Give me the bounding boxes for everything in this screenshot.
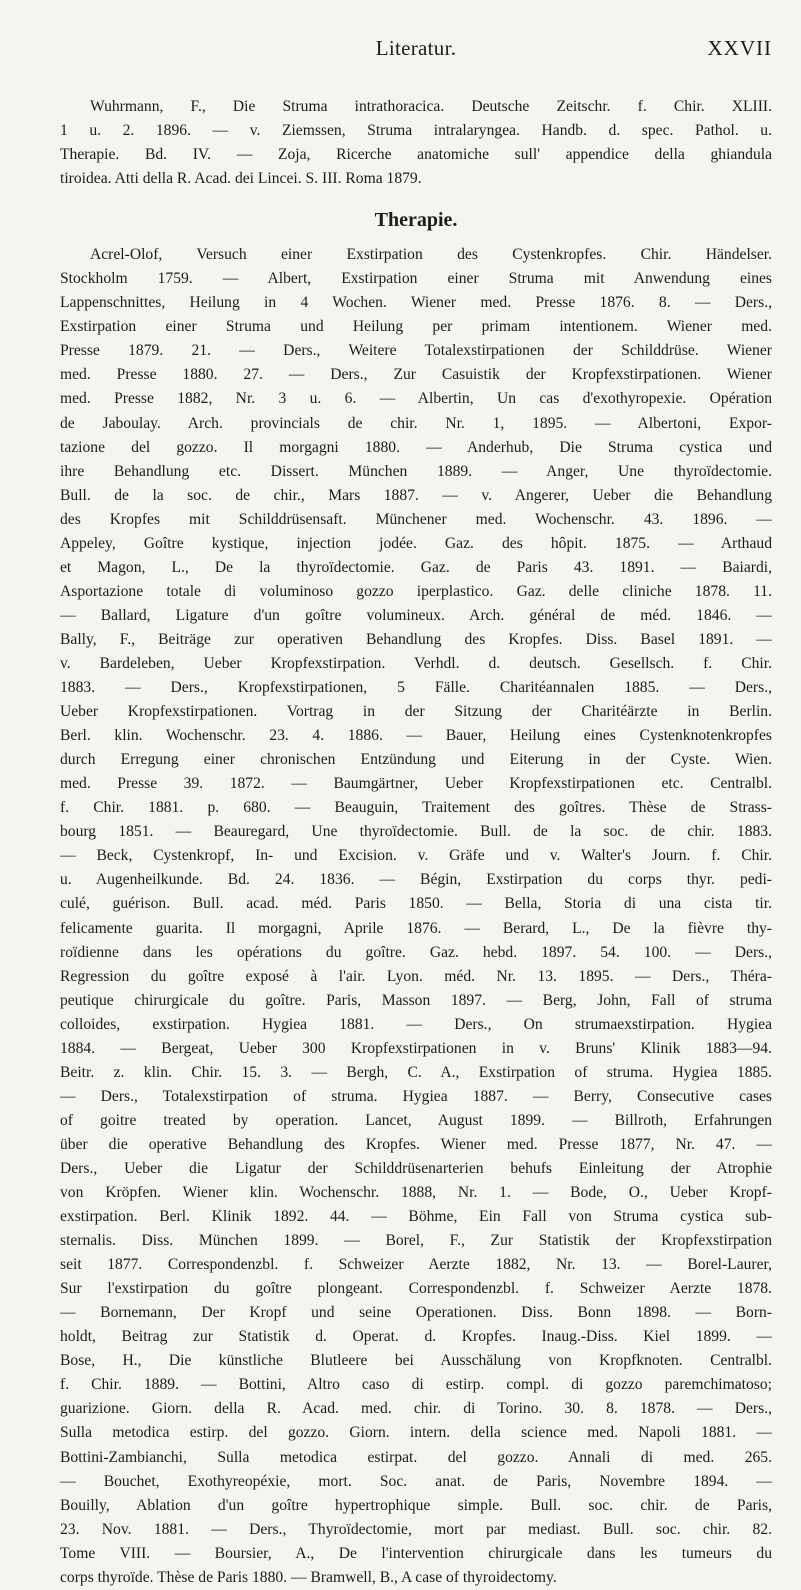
text-line: roïdienne dans les opérations du goître. Gaz. hebd. 1897. 54. 100. — Ders., [60, 943, 772, 961]
text-line: Ders., Ueber die Ligatur der Schilddrüsenarterien behufs Einleitung der Atrophie [60, 1159, 772, 1177]
text-line: med. Presse 1880. 27. — Ders., Zur Casuistik der Kropfexstirpationen. Wiener [60, 366, 772, 384]
text-line: 1883. — Ders., Kropfexstirpationen, 5 Fälle. Charitéannalen 1885. — Ders., [60, 679, 772, 697]
page-header [60, 36, 772, 66]
text-line: Sulla metodica estirp. del gozzo. Giorn. intern. della science med. Napoli 1881. — [60, 1424, 772, 1442]
text-line: — Ders., Totalexstirpation of struma. Hygiea 1887. — Berry, Consecutive cases [60, 1087, 772, 1105]
text-line: Presse 1879. 21. — Ders., Weitere Totalexstirpationen der Schilddrüse. Wiener [60, 342, 772, 360]
text-line: — Ballard, Ligature d'un goître volumineux. Arch. général de méd. 1846. — [60, 606, 772, 624]
text-line: Bally, F., Beiträge zur operativen Behandlung des Kropfes. Diss. Basel 1891. — [60, 630, 772, 648]
text-line: Ueber Kropfexstirpationen. Vortrag in der Sitzung der Charitéärzte in Berlin. [60, 703, 772, 721]
text-line: Beitr. z. klin. Chir. 15. 3. — Bergh, C. A., Exstirpation of struma. Hygiea 1885. [60, 1063, 772, 1081]
text-line: peutique chirurgicale du goître. Paris, Masson 1897. — Berg, John, Fall of struma [60, 991, 772, 1009]
text-line: Therapie. Bd. IV. — Zoja, Ricerche anatomiche sull' appendice della ghiandula [60, 146, 772, 164]
text-line: med. Presse 39. 1872. — Baumgärtner, Ueber Kropfexstirpationen etc. Centralbl. [60, 775, 772, 793]
text-line: bourg 1851. — Beauregard, Une thyroïdectomie. Bull. de la soc. de chir. 1883. [60, 823, 772, 841]
text-line: Berl. klin. Wochenschr. 23. 4. 1886. — Bauer, Heilung eines Cystenknotenkropfes [60, 727, 772, 745]
text-line: des Kropfes mit Schilddrüsensaft. Münchener med. Wochenschr. 43. 1896. — [60, 510, 772, 528]
text-line: Wuhrmann, F., Die Struma intrathoracica. Deutsche Zeitschr. f. Chir. XLIII. [90, 98, 772, 115]
page-number: XXVII [707, 36, 772, 60]
text-line: durch Erregung einer chronischen Entzündung und Eiterung in der Cyste. Wien. [60, 751, 772, 769]
text-line: — Bornemann, Der Kropf und seine Operationen. Diss. Bonn 1898. — Born- [60, 1304, 772, 1322]
text-line: über die operative Behandlung des Kropfes. Wiener med. Presse 1877, Nr. 47. — [60, 1135, 772, 1153]
text-line: et Magon, L., De la thyroïdectomie. Gaz. de Paris 43. 1891. — Baiardi, [60, 558, 772, 576]
text-line: Stockholm 1759. — Albert, Exstirpation einer Struma mit Anwendung eines [60, 270, 772, 288]
text-line: Asportazione totale di voluminoso gozzo iperplastico. Gaz. delle cliniche 1878. 11. [60, 582, 772, 600]
text-line: u. Augenheilkunde. Bd. 24. 1836. — Bégin, Exstirpation du corps thyr. pedi- [60, 871, 772, 889]
therapie-bibliography [60, 243, 772, 1590]
text-line: ihre Behandlung etc. Dissert. München 1889. — Anger, Une thyroïdectomie. [60, 462, 772, 480]
text-line: tiroidea. Atti della R. Acad. dei Lincei. S. III. Roma 1879. [60, 170, 422, 188]
text-line: exstirpation. Berl. Klinik 1892. 44. — Böhme, Ein Fall von Struma cystica sub- [60, 1208, 772, 1226]
text-line: Bull. de la soc. de chir., Mars 1887. — v. Angerer, Ueber die Behandlung [60, 486, 772, 504]
text-line: 23. Nov. 1881. — Ders., Thyroïdectomie, mort par mediast. Bull. soc. chir. 82. [60, 1520, 772, 1538]
text-line: med. Presse 1882, Nr. 3 u. 6. — Albertin, Un cas d'exothyropexie. Opération [60, 390, 772, 408]
text-line: Acrel-Olof, Versuch einer Exstirpation des Cystenkropfes. Chir. Händelser. [90, 246, 772, 264]
text-line: Sur l'exstirpation du goître plongeant. Correspondenzbl. f. Schweizer Aerzte 1878. [60, 1280, 772, 1298]
text-line: v. Bardeleben, Ueber Kropfexstirpation. Verhdl. d. deutsch. Gesellsch. f. Chir. [60, 654, 772, 672]
text-line: 1884. — Bergeat, Ueber 300 Kropfexstirpationen in v. Bruns' Klinik 1883—94. [60, 1039, 772, 1057]
bibliography-continuation [60, 95, 772, 191]
text-line: Lappenschnittes, Heilung in 4 Wochen. Wiener med. Presse 1876. 8. — Ders., [60, 294, 772, 312]
text-line: holdt, Beitrag zur Statistik d. Operat. d. Kropfes. Inaug.-Diss. Kiel 1899. — [60, 1328, 772, 1346]
text-line: colloides, exstirpation. Hygiea 1881. — Ders., On strumaexstirpation. Hygiea [60, 1015, 772, 1033]
text-line: — Beck, Cystenkropf, In- und Excision. v. Gräfe und v. Walter's Journ. f. Chir. [60, 847, 772, 865]
section-heading: Therapie. [374, 209, 458, 232]
page-body [60, 95, 772, 1590]
text-line: felicamente guarita. Il morgagni, Aprile 1876. — Berard, L., De la fièvre thy- [60, 919, 772, 937]
text-line: Regression du goître exposé à l'air. Lyon. méd. Nr. 13. 1895. — Ders., Théra- [60, 967, 772, 985]
text-line: Exstirpation einer Struma und Heilung per primam intentionem. Wiener med. [60, 318, 772, 336]
text-line: 1 u. 2. 1896. — v. Ziemssen, Struma intralaryngea. Handb. d. spec. Pathol. u. [60, 122, 772, 140]
text-line: Bose, H., Die künstliche Blutleere bei Ausschälung von Kropfknoten. Centralbl. [60, 1352, 772, 1370]
text-line: f. Chir. 1889. — Bottini, Altro caso di estirp. compl. di gozzo paremchimatoso; [60, 1376, 772, 1394]
text-line: Tome VIII. — Boursier, A., De l'intervention chirurgicale dans les tumeurs du [60, 1544, 772, 1562]
text-line: de Jaboulay. Arch. provincials de chir. Nr. 1, 1895. — Albertoni, Expor- [60, 414, 772, 432]
text-line: guarizione. Giorn. della R. Acad. med. chir. di Torino. 30. 8. 1878. — Ders., [60, 1400, 772, 1418]
text-line: culé, guérison. Bull. acad. méd. Paris 1850. — Bella, Storia di una cista tir. [60, 895, 772, 913]
text-line: Bouilly, Ablation d'un goître hypertrophique simple. Bull. soc. chir. de Paris, [60, 1496, 772, 1514]
text-line: f. Chir. 1881. p. 680. — Beauguin, Traitement des goîtres. Thèse de Strass- [60, 799, 772, 817]
running-title: Literatur. [375, 36, 457, 60]
text-line: — Bouchet, Exothyreopéxie, mort. Soc. anat. de Paris, Novembre 1894. — [60, 1472, 772, 1490]
text-line: seit 1877. Correspondenzbl. f. Schweizer Aerzte 1882, Nr. 13. — Borel-Laurer, [60, 1256, 772, 1274]
text-line: of goitre treated by operation. Lancet, August 1899. — Billroth, Erfahrungen [60, 1111, 772, 1129]
text-line: sternalis. Diss. München 1899. — Borel, F., Zur Statistik der Kropfexstirpation [60, 1232, 772, 1250]
text-line: Appeley, Goître kystique, injection jodée. Gaz. des hôpit. 1875. — Arthaud [60, 534, 772, 552]
text-line: von Kröpfen. Wiener klin. Wochenschr. 1888, Nr. 1. — Bode, O., Ueber Kropf- [60, 1184, 772, 1202]
text-line: Bottini-Zambianchi, Sulla metodica estirpat. del gozzo. Annali di med. 265. [60, 1448, 772, 1466]
text-line: corps thyroïde. Thèse de Paris 1880. — Bramwell, B., A case of thyroidectomy. [60, 1568, 557, 1586]
text-line: tazione del gozzo. Il morgagni 1880. — Anderhub, Die Struma cystica und [60, 438, 772, 456]
